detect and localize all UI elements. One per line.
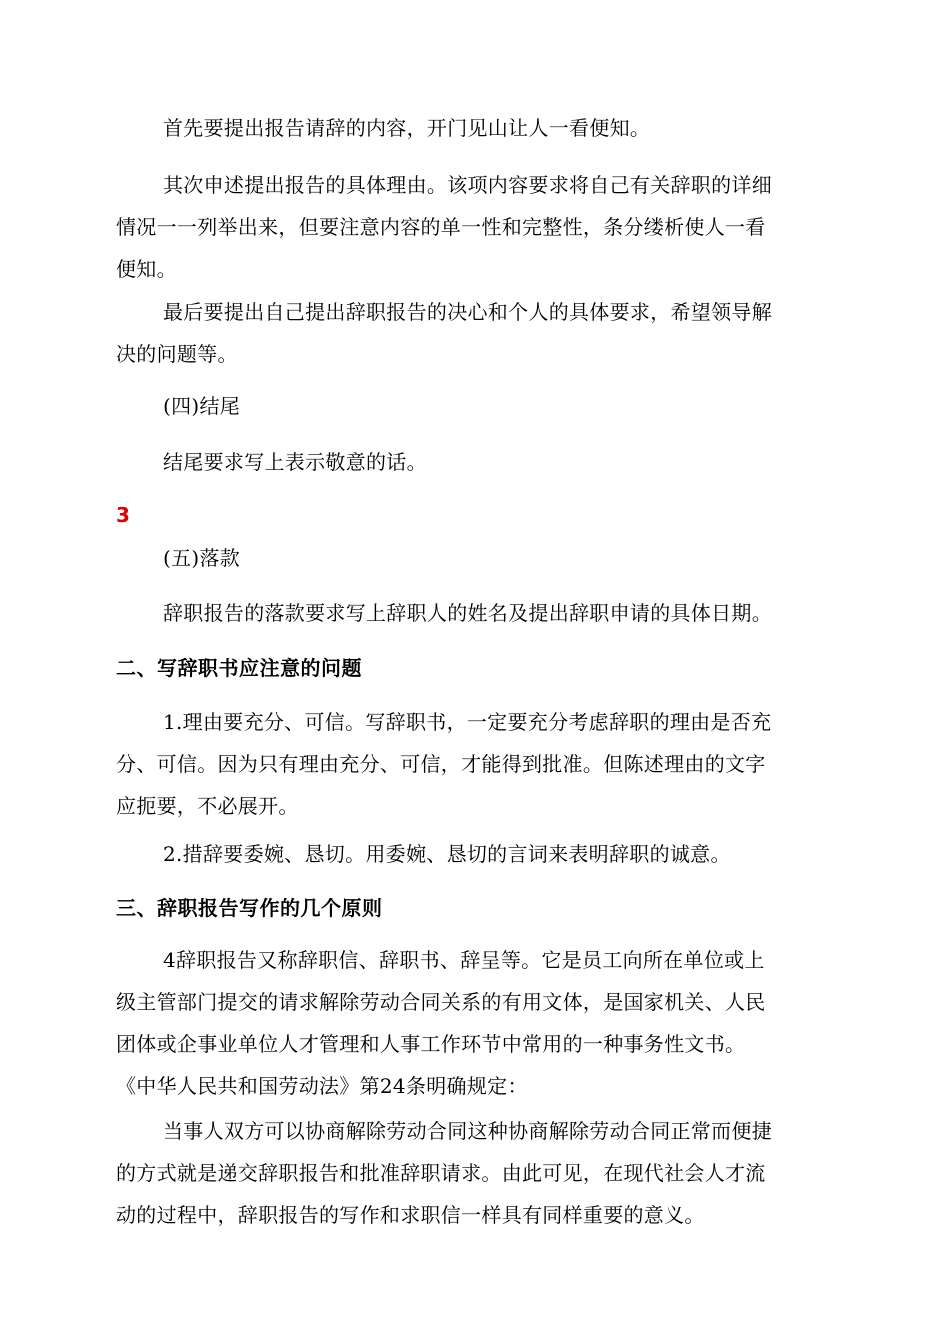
text-line: 动的过程中，辞职报告的写作和求职信一样具有同样重要的意义。: [116, 1203, 705, 1227]
text-line: 结尾要求写上表示敬意的话。: [163, 450, 427, 474]
text-line: 级主管部门提交的请求解除劳动合同关系的有用文体，是国家机关、人民: [116, 990, 766, 1014]
text-line: 其次申述提出报告的具体理由。该项内容要求将自己有关辞职的详细: [163, 173, 772, 197]
subheading-signature: [116, 537, 836, 579]
subheading-ending: [116, 385, 836, 427]
paragraph-definition: [116, 939, 836, 1107]
paragraph-resolve: [116, 291, 836, 375]
text-line: (五)落款: [163, 546, 241, 570]
text-line: 4辞职报告又称辞职信、辞职书、辞呈等。它是员工向所在单位或上: [163, 948, 765, 972]
page-number-mark: 3: [116, 503, 131, 527]
text-line: 情况一一列举出来，但要注意内容的单一性和完整性，条分缕析使人一看: [116, 215, 766, 239]
text-line: 首先要提出报告请辞的内容，开门见山让人一看便知。: [163, 116, 651, 140]
section-heading-issues: 二、写辞职书应注意的问题: [116, 656, 362, 680]
text-line: 便知。: [116, 257, 177, 281]
text-line: 分、可信。因为只有理由充分、可信，才能得到批准。但陈述理由的文字: [116, 752, 766, 776]
paragraph-reasons: [116, 164, 836, 290]
text-line: 辞职报告的落款要求写上辞职人的姓名及提出辞职申请的具体日期。: [163, 601, 772, 625]
paragraph-signature: [116, 592, 836, 634]
paragraph-ending: [116, 441, 836, 483]
text-line: 当事人双方可以协商解除劳动合同这种协商解除劳动合同正常而便捷: [163, 1119, 772, 1143]
text-line: 应扼要，不必展开。: [116, 794, 299, 818]
text-line: 2.措辞要委婉、恳切。用委婉、恳切的言词来表明辞职的诚意。: [163, 842, 731, 866]
text-line: 团体或企事业单位人才管理和人事工作环节中常用的一种事务性文书。: [116, 1032, 746, 1056]
paragraph-reason-credible: [116, 701, 836, 827]
text-line: 决的问题等。: [116, 342, 238, 366]
section-heading-principles: 三、辞职报告写作的几个原则: [116, 896, 383, 920]
text-line: 《中华人民共和国劳动法》第24条明确规定：: [116, 1074, 528, 1098]
text-line: 的方式就是递交辞职报告和批准辞职请求。由此可见，在现代社会人才流: [116, 1161, 766, 1185]
paragraph-request-content: [116, 107, 836, 149]
text-line: 1.理由要充分、可信。写辞职书，一定要充分考虑辞职的理由是否充: [163, 710, 772, 734]
text-line: 最后要提出自己提出辞职报告的决心和个人的具体要求，希望领导解: [163, 300, 772, 324]
paragraph-wording: [116, 833, 836, 875]
paragraph-significance: [116, 1110, 836, 1236]
text-line: (四)结尾: [163, 394, 241, 418]
